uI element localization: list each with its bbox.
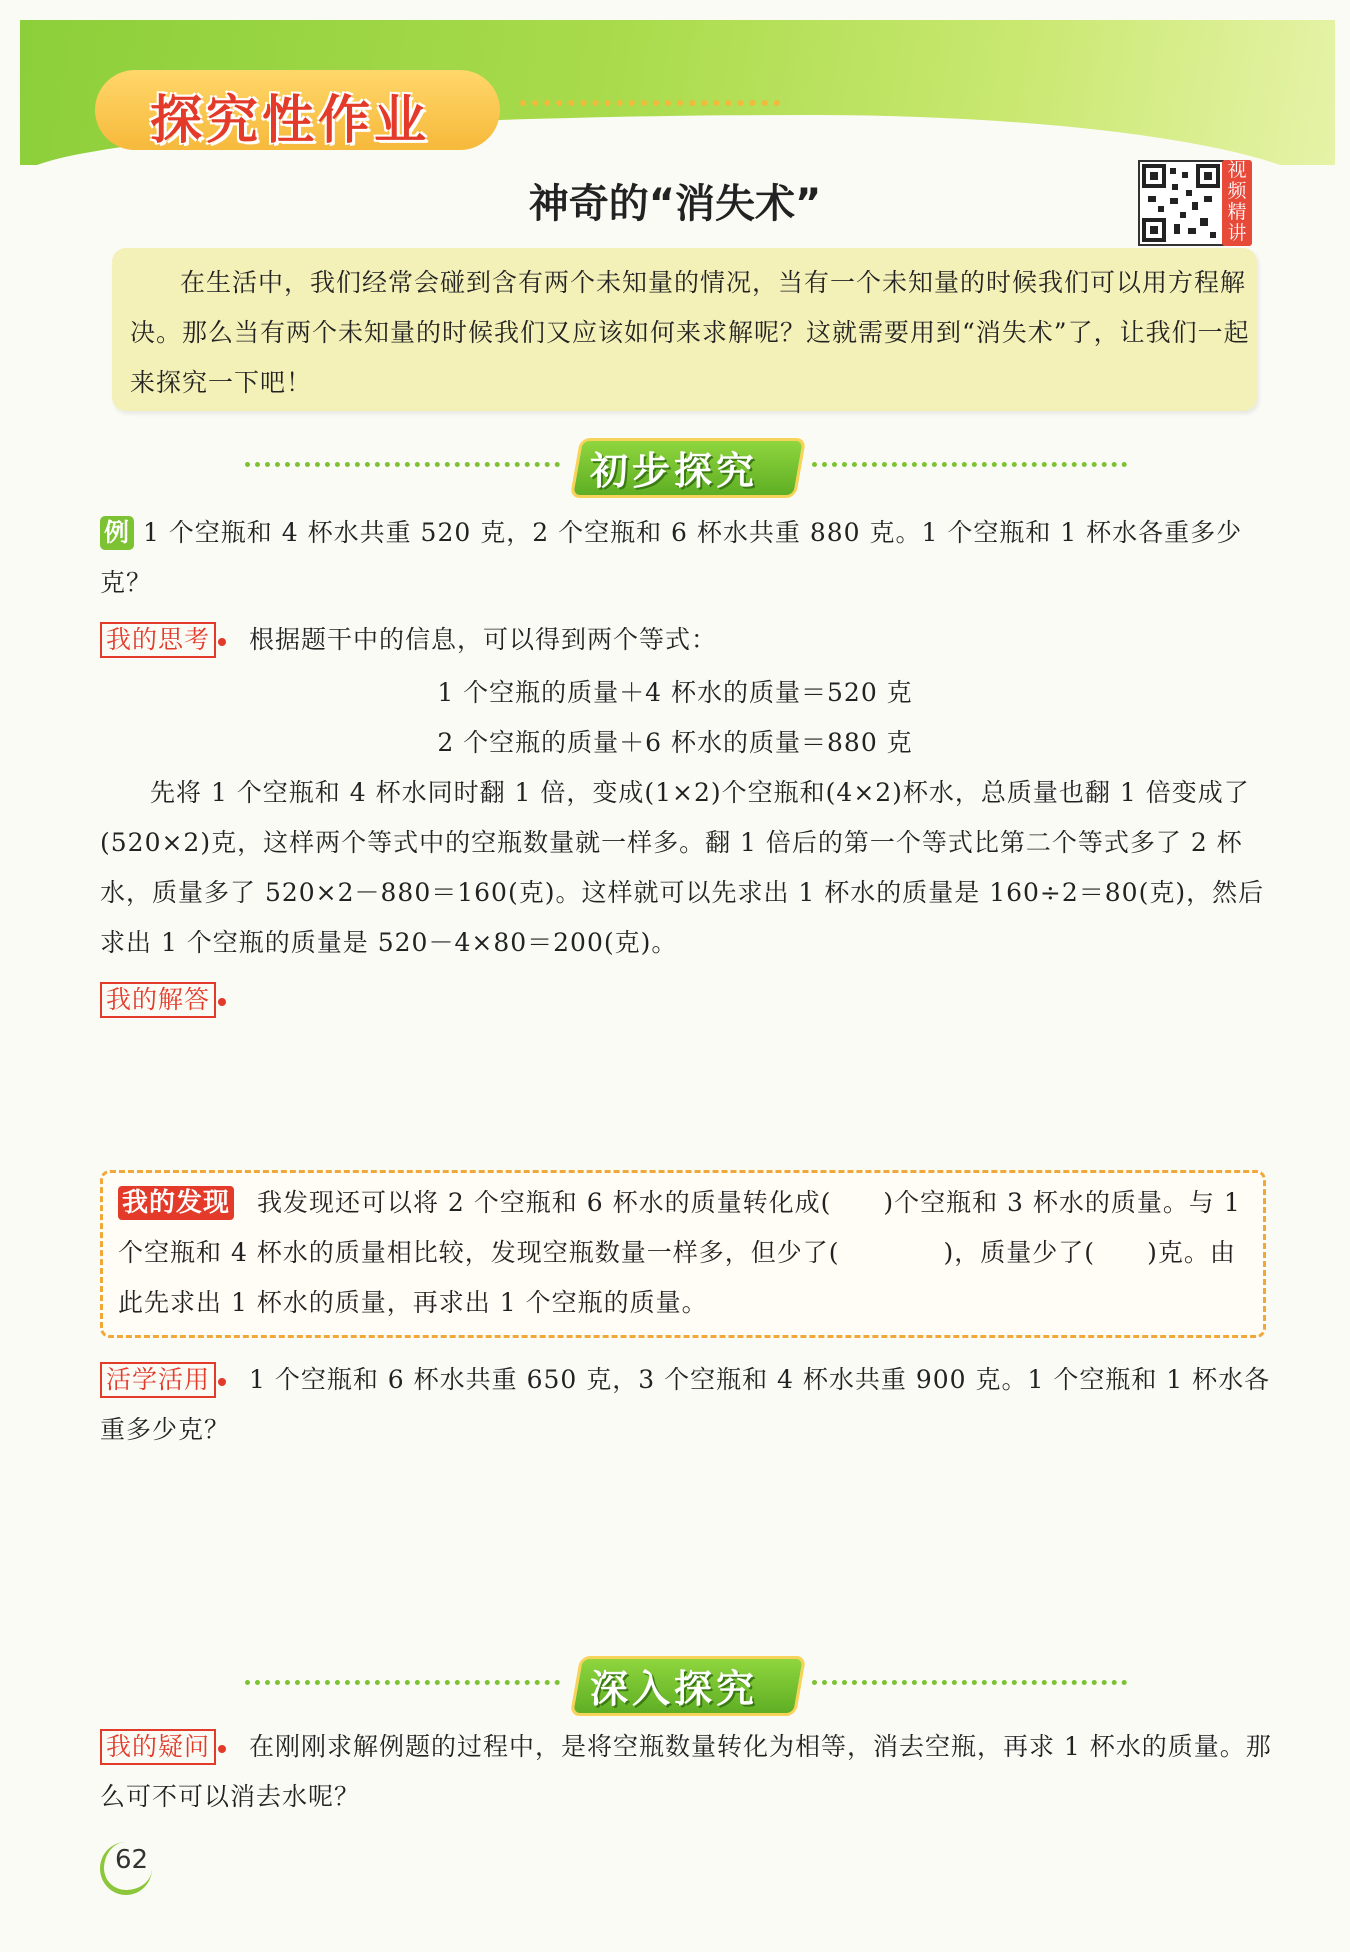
question-block (100, 1722, 1275, 1822)
practice-text: 1 个空瓶和 6 杯水共重 650 克，3 个空瓶和 4 杯水共重 900 克。1 个空瓶和 1 杯水各重多少克？ (100, 1365, 1271, 1444)
section-title: 探究性作业 (150, 91, 431, 151)
discovery-content (118, 1178, 1248, 1328)
qr-code-icon[interactable] (1138, 160, 1224, 246)
practice-problem (100, 1355, 1275, 1455)
section2-dotted-right (812, 1680, 1127, 1685)
discovery-tag: 我的发现 (118, 1186, 234, 1220)
section1-dotted-left (245, 462, 560, 467)
tag-dot-icon (218, 998, 226, 1006)
practice-tag: 活学活用 (100, 1362, 216, 1398)
page-number: 62 (115, 1845, 149, 1875)
equation-1: 1 个空瓶的质量＋4 杯水的质量＝520 克 (437, 678, 913, 707)
example-text: 1 个空瓶和 4 杯水共重 520 克，2 个空瓶和 6 杯水共重 880 克。1 个空瓶和 1 杯水各重多少克？ (100, 518, 1243, 597)
header-dotted-line (520, 100, 780, 106)
intro-text (130, 258, 1250, 408)
video-explain-label[interactable]: 视频精讲 (1222, 160, 1252, 246)
question-text: 在刚刚求解例题的过程中，是将空瓶数量转化为相等，消去空瓶，再求 1 杯水的质量。那么可不可以消去水呢？ (100, 1732, 1272, 1811)
thinking-paragraph: 先将 1 个空瓶和 4 杯水同时翻 1 倍，变成(1×2)个空瓶和(4×2)杯水，总质量也翻 1 倍变成了(520×2)克，这样两个等式中的空瓶数量就一样多。翻 1 倍后的第一个等式比第二个等式多了 2 杯水，质量多了 520×2－880＝160(克)。这样就可以先求出 1 杯水的质量是 160÷2＝80(克)，然后求出 1 个空瓶的质量是 520－4×80＝200(克)。 (100, 778, 1265, 957)
tag-dot-icon (218, 1378, 226, 1386)
answer-area[interactable] (100, 1020, 1260, 1150)
discovery-text: 我发现还可以将 2 个空瓶和 6 杯水的质量转化成( )个空瓶和 3 杯水的质量。与 1 个空瓶和 4 杯水的质量相比较，发现空瓶数量一样多，但少了( )，质量少了( )克。由此先求出 1 杯水的质量，再求出 1 个空瓶的质量。 (118, 1188, 1241, 1317)
thinking-intro-line (100, 615, 1275, 665)
equation-2: 2 个空瓶的质量＋6 杯水的质量＝880 克 (437, 728, 913, 757)
thinking-intro: 根据题干中的信息，可以得到两个等式： (248, 625, 717, 654)
answer-line (100, 975, 226, 1025)
tag-dot-icon (218, 638, 226, 646)
page-title: 神奇的“消失术” (528, 181, 822, 227)
question-tag: 我的疑问 (100, 1729, 216, 1765)
section1-label: 初步探究 (590, 449, 759, 493)
practice-answer-area[interactable] (100, 1460, 1260, 1630)
intro-paragraph: 在生活中，我们经常会碰到含有两个未知量的情况，当有一个未知量的时候我们可以用方程解决。那么当有两个未知量的时候我们又应该如何来求解呢？这就需要用到“消失术”了，让我们一起来探究一下吧！ (130, 268, 1250, 397)
tag-dot-icon (218, 1745, 226, 1753)
answer-tag: 我的解答 (100, 982, 216, 1018)
example-tag: 例 (100, 516, 134, 550)
thinking-tag: 我的思考 (100, 622, 216, 658)
section2-label: 深入探究 (590, 1667, 759, 1711)
section1-dotted-right (812, 462, 1127, 467)
example-problem (100, 508, 1275, 608)
section2-dotted-left (245, 1680, 560, 1685)
